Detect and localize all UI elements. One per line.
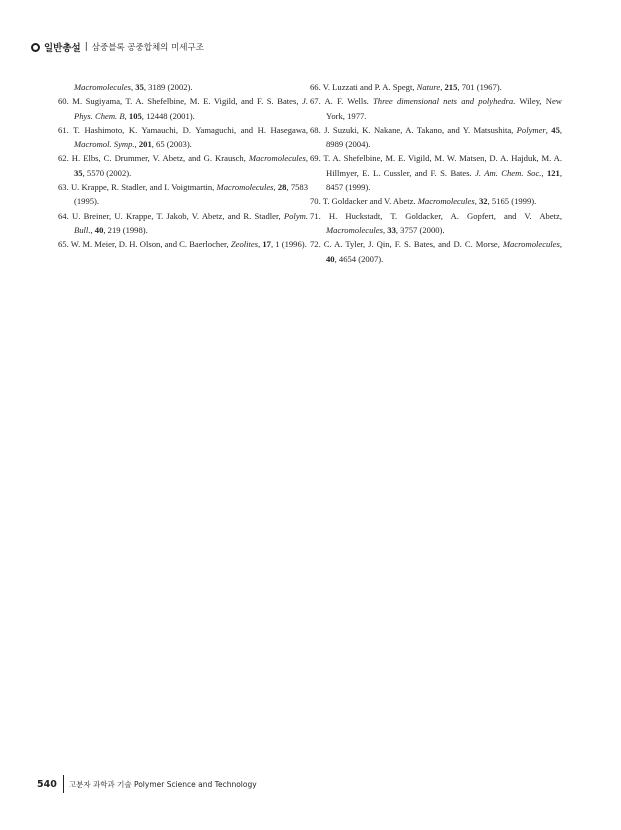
reference-text: , 1 (1996). (270, 239, 307, 250)
reference-text: , 5570 (2002). (82, 167, 132, 178)
reference-volume: 105 (128, 110, 142, 121)
reference-volume: 40 (94, 224, 104, 235)
reference-text: W. M. Meier, D. H. Olson, and C. Baerlocher, (70, 239, 231, 250)
reference-volume: 35 (74, 167, 83, 178)
reference-journal: Macromolecules (326, 224, 383, 235)
reference-number: 65. (58, 239, 71, 250)
reference-text: , 3189 (2002). (143, 82, 193, 92)
reference-item (310, 194, 562, 208)
reference-number: 70. (310, 196, 323, 207)
reference-text: , (130, 82, 136, 92)
reference-text: , (305, 153, 309, 164)
reference-number: 61. (58, 124, 74, 135)
reference-text: , 8457 (1999). (326, 167, 562, 193)
reference-number: 60. (58, 96, 73, 107)
reference-item (310, 80, 562, 94)
reference-volume: 45 (551, 124, 560, 135)
reference-journal: Macromolecules (417, 196, 475, 207)
reference-number: 63. (58, 182, 71, 193)
reference-text: , 219 (1998). (103, 224, 148, 235)
reference-volume: 215 (444, 82, 458, 92)
header-separator: | (84, 42, 88, 52)
reference-text: . Wiley, New York, 1977. (326, 96, 563, 121)
reference-text: , 7583 (1995). (74, 182, 309, 207)
reference-text: , 65 (2003). (151, 139, 192, 150)
reference-text: T. A. Shefelbine, M. E. Vigild, M. W. Matsen, D. A. Hajduk, M. A. Hillmyer, E. L. Cussler, and F. S. Bates. (323, 153, 562, 178)
reference-volume: 35 (135, 82, 144, 92)
reference-item (58, 94, 308, 123)
reference-journal: Polymer (516, 124, 546, 135)
reference-column-right (310, 80, 562, 266)
reference-text: , (474, 196, 479, 207)
reference-text: , (273, 182, 278, 193)
reference-volume: 33 (387, 224, 396, 235)
reference-text: , 5165 (1999). (487, 196, 537, 207)
reference-volume: 40 (326, 253, 335, 264)
reference-journal: Zeolites (230, 239, 259, 250)
reference-text: , (440, 82, 445, 92)
reference-text: J. Suzuki, K. Nakane, A. Takano, and Y. Matsushita, (324, 124, 517, 135)
reference-item (310, 94, 562, 123)
reference-item (310, 123, 562, 152)
reference-item (58, 180, 308, 209)
reference-journal: Macromolecules (74, 82, 131, 92)
reference-journal: J. Am. Chem. Soc. (475, 167, 542, 178)
reference-text: U. Krappe, R. Stadler, and I. Voigtmartin, (70, 182, 217, 193)
reference-number: 69. (310, 153, 324, 164)
reference-journal: Three dimensional nets and polyhedra (373, 96, 514, 107)
reference-number: 68. (310, 124, 325, 135)
reference-text: , (90, 224, 95, 235)
reference-number: 71. (310, 210, 329, 221)
footer-divider (63, 775, 64, 793)
reference-number: 66. (310, 82, 323, 92)
section-title: 일반총설 (44, 43, 81, 54)
reference-volume: 32 (479, 196, 488, 207)
reference-number: 64. (58, 210, 72, 221)
reference-text: H. Elbs, C. Drummer, V. Abetz, and G. Krausch, (71, 153, 249, 164)
reference-journal: Nature (416, 82, 441, 92)
reference-volume: 201 (138, 139, 152, 150)
reference-text: , (258, 239, 263, 250)
journal-name: 고분자 과학과 기술 Polymer Science and Technology (68, 779, 257, 789)
reference-number: 67. (310, 96, 325, 107)
reference-item (58, 80, 308, 94)
reference-text: , 8989 (2004). (326, 124, 563, 150)
reference-text: C. A. Tyler, J. Qin, F. S. Bates, and D. C. Morse, (323, 239, 503, 250)
reference-text: , (382, 224, 388, 235)
reference-number: 62. (58, 153, 72, 164)
reference-item (58, 237, 308, 251)
reference-item (310, 209, 562, 238)
reference-journal: Macromolecules (502, 239, 560, 250)
reference-item (58, 123, 308, 152)
running-header (31, 40, 204, 54)
reference-text: T. Goldacker and V. Abetz. (322, 196, 418, 207)
reference-text: , 12448 (2001). (141, 110, 195, 121)
circle-bullet-icon (31, 43, 40, 52)
page-footer (37, 776, 257, 792)
reference-item (58, 209, 308, 238)
reference-volume: 28 (277, 182, 287, 193)
reference-text: H. Huckstadt, T. Goldacker, A. Gopfert, and V. Abetz, (328, 210, 562, 221)
reference-text: T. Hashimoto, K. Yamauchi, D. Yamaguchi, and H. Hasegawa, (73, 124, 308, 135)
reference-journal: J. Phys. Chem. B (74, 96, 308, 121)
reference-journal: Macromolecules (248, 153, 306, 164)
reference-item (310, 151, 562, 194)
article-subtitle: 삼중블록 공중합체의 미세구조 (91, 43, 204, 53)
reference-journal: Polym. Bull. (74, 210, 308, 235)
reference-text: V. Luzzati and P. A. Spegt, (322, 82, 417, 92)
reference-text: , (541, 167, 547, 178)
reference-item (58, 151, 308, 180)
reference-item (310, 237, 562, 266)
reference-text: , (124, 110, 129, 121)
reference-column-left (58, 80, 308, 252)
reference-number: 72. (310, 239, 324, 250)
reference-text: , 3757 (2000). (395, 224, 445, 235)
page-number: 540 (37, 778, 57, 790)
reference-volume: 17 (262, 239, 271, 250)
reference-text: M. Sugiyama, T. A. Shefelbine, M. E. Vigild, and F. S. Bates, (72, 96, 303, 107)
reference-text: , (559, 239, 563, 250)
reference-text: A. F. Wells. (324, 96, 374, 107)
reference-text: , (545, 124, 552, 135)
reference-text: , 701 (1967). (457, 82, 502, 92)
reference-journal: Macromol. Symp. (74, 139, 135, 150)
reference-text: , (134, 139, 139, 150)
reference-text: , 4654 (2007). (334, 253, 384, 264)
reference-volume: 121 (546, 167, 560, 178)
reference-journal: Macromolecules (216, 182, 274, 193)
reference-text: U. Breiner, U. Krappe, T. Jakob, V. Abetz, and R. Stadler, (71, 210, 284, 221)
